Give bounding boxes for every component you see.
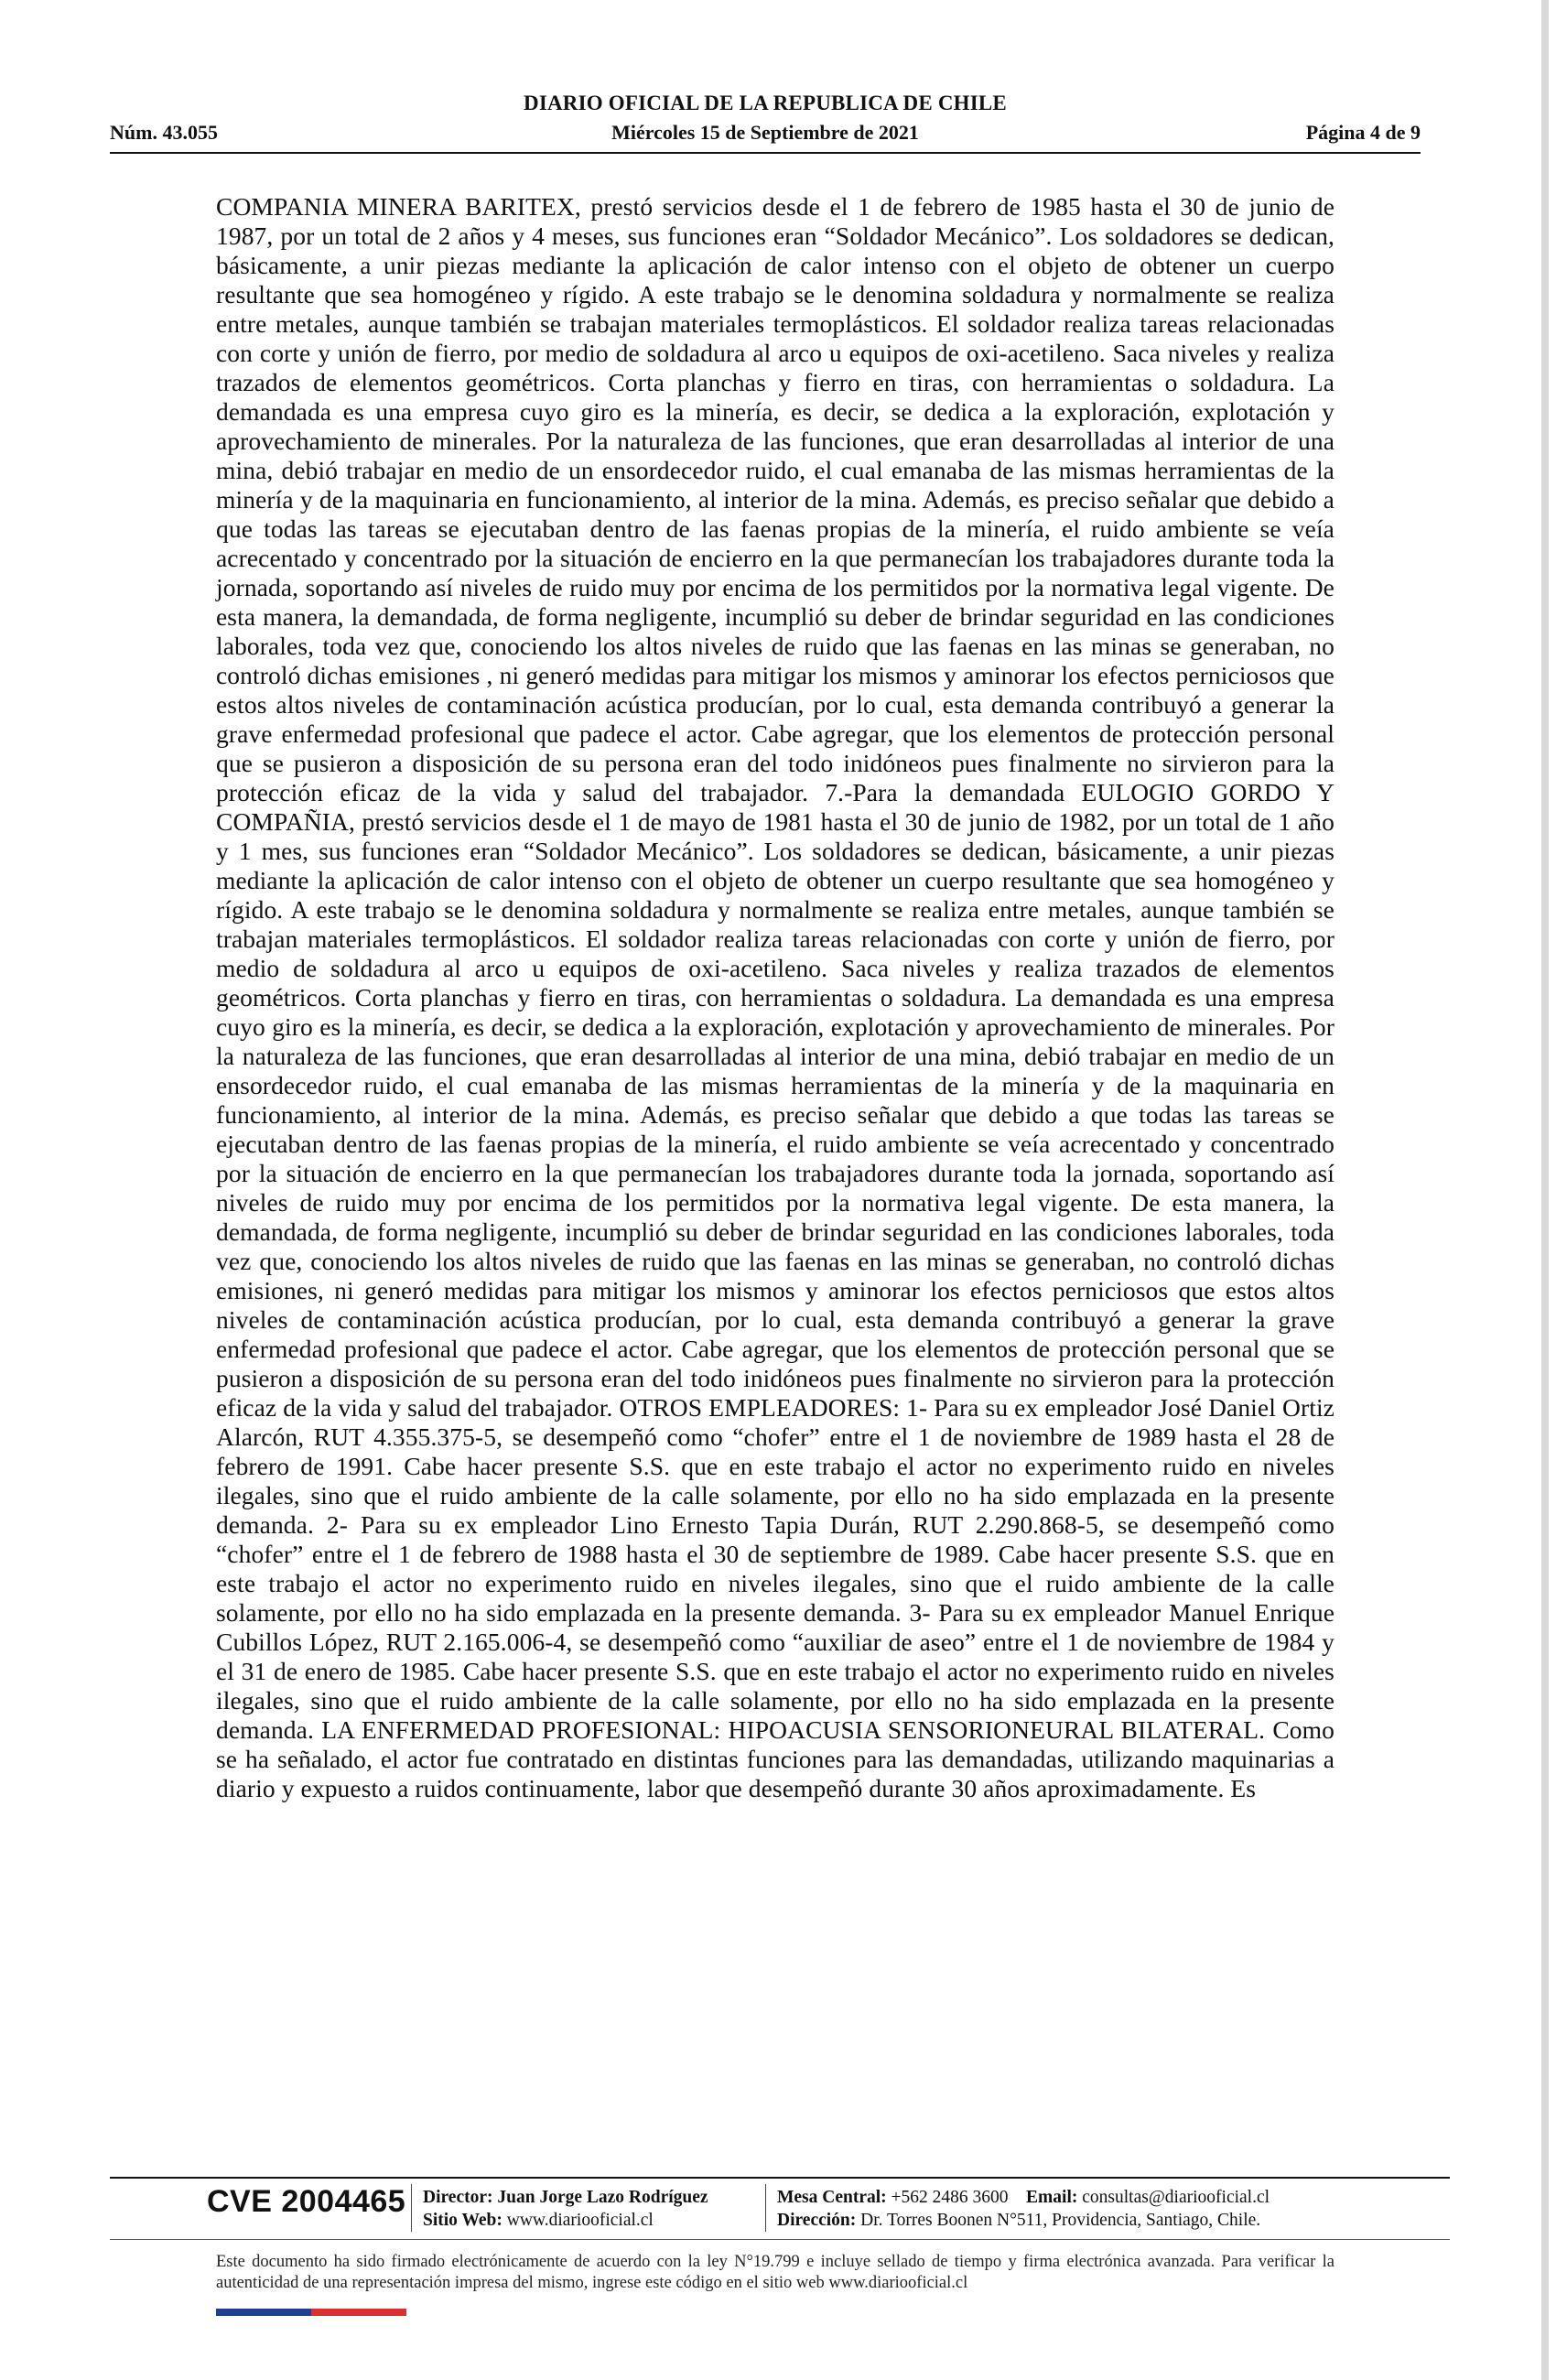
flag-blue-segment <box>216 2309 311 2316</box>
director-name: Juan Jorge Lazo Rodríguez <box>497 2188 708 2207</box>
phone-number: +562 2486 3600 <box>891 2188 1009 2207</box>
address-label: Dirección: <box>777 2211 857 2230</box>
cve-code: CVE 2004465 <box>207 2184 406 2219</box>
document-body <box>216 192 1334 1803</box>
chile-flag-stripe <box>216 2309 406 2316</box>
header-divider <box>110 152 1421 154</box>
footer-separator <box>765 2184 766 2232</box>
footer-contact-block <box>777 2186 1270 2232</box>
footer-divider-lower <box>110 2239 1450 2240</box>
email-label: Email: <box>1026 2188 1078 2207</box>
page-header <box>110 92 1421 146</box>
phone-label: Mesa Central: <box>777 2188 887 2207</box>
page-number: Página 4 de 9 <box>1305 121 1421 144</box>
flag-red-segment <box>311 2309 406 2316</box>
footer-director-block <box>423 2186 708 2232</box>
body-paragraph: COMPANIA MINERA BARITEX, prestó servicios desde el 1 de febrero de 1985 hasta el 30 de junio de 1987, por un total de 2 años y 4 meses, sus funciones eran “Soldador Mecánico”. Los soldadores se dedican, básicamente, a unir piezas mediante la aplicación de calor intenso con el objeto de obtener un cuerpo resultante que sea homogéneo y rígido. A este trabajo se le denomina soldadura y normalmente se realiza entre metales, aunque también se trabajan materiales termoplásticos. El soldador realiza tareas relacionadas con corte y unión de fierro, por medio de soldadura al arco u equipos de oxi-acetileno. Saca niveles y realiza trazados de elementos geométricos. Corta planchas y fierro en tiras, con herramientas o soldadura. La demandada es una empresa cuyo giro es la minería, es decir, se dedica a la exploración, explotación y aprovechamiento de minerales. Por la naturaleza de las funciones, que eran desarrolladas al interior de una mina, debió trabajar en medio de un ensordecedor ruido, el cual emanaba de las mismas herramientas de la minería y de la maquinaria en funcionamiento, al interior de la mina. Además, es preciso señalar que debido a que todas las tareas se ejecutaban dentro de las faenas propias de la minería, el ruido ambiente se veía acrecentado y concentrado por la situación de encierro en la que permanecían los trabajadores durante toda la jornada, soportando así niveles de ruido muy por encima de los permitidos por la normativa legal vigente. De esta manera, la demandada, de forma negligente, incumplió su deber de brindar seguridad en las condiciones laborales, toda vez que, conociendo los altos niveles de ruido que las faenas en las minas se generaban, no controló dichas emisiones , ni generó medidas para mitigar los mismos y aminorar los efectos perniciosos que estos altos niveles de contaminación acústica producían, por lo cual, esta demanda contribuyó a generar la grave enfermedad profesional que padece el actor. Cabe agregar, que los elementos de protección personal que se pusieron a disposición de su persona eran del todo inidóneos pues finalmente no sirvieron para la protección eficaz de la vida y salud del trabajador. 7.-Para la demandada EULOGIO GORDO Y COMPAÑIA, prestó servicios desde el 1 de mayo de 1981 hasta el 30 de junio de 1982, por un total de 1 año y 1 mes, sus funciones eran “Soldador Mecánico”. Los soldadores se dedican, básicamente, a unir piezas mediante la aplicación de calor intenso con el objeto de obtener un cuerpo resultante que sea homogéneo y rígido. A este trabajo se le denomina soldadura y normalmente se realiza entre metales, aunque también se trabajan materiales termoplásticos. El soldador realiza tareas relacionadas con corte y unión de fierro, por medio de soldadura al arco u equipos de oxi-acetileno. Saca niveles y realiza trazados de elementos geométricos. Corta planchas y fierro en tiras, con herramientas o soldadura. La demandada es una empresa cuyo giro es la minería, es decir, se dedica a la exploración, explotación y aprovechamiento de minerales. Por la naturaleza de las funciones, que eran desarrolladas al interior de una mina, debió trabajar en medio de un ensordecedor ruido, el cual emanaba de las mismas herramientas de la minería y de la maquinaria en funcionamiento, al interior de la mina. Además, es preciso señalar que debido a que todas las tareas se ejecutaban dentro de las faenas propias de la minería, el ruido ambiente se veía acrecentado y concentrado por la situación de encierro en la que permanecían los trabajadores durante toda la jornada, soportando así niveles de ruido muy por encima de los permitidos por la normativa legal vigente. De esta manera, la demandada, de forma negligente, incumplió su deber de brindar seguridad en las condiciones laborales, toda vez que, conociendo los altos niveles de ruido que las faenas en las minas se generaban, no controló dichas emisiones, ni generó medidas para mitigar los mismos y aminorar los efectos perniciosos que estos altos niveles de contaminación acústica producían, por lo cual, esta demanda contribuyó a generar la grave enfermedad profesional que padece el actor. Cabe agregar, que los elementos de protección personal que se pusieron a disposición de su persona eran del todo inidóneos pues finalmente no sirvieron para la protección eficaz de la vida y salud del trabajador. OTROS EMPLEADORES: 1- Para su ex empleador José Daniel Ortiz Alarcón, RUT 4.355.375-5, se desempeñó como “chofer” entre el 1 de noviembre de 1989 hasta el 28 de febrero de 1991. Cabe hacer presente S.S. que en este trabajo el actor no experimento ruido en niveles ilegales, sino que el ruido ambiente de la calle solamente, por ello no ha sido emplazada en la presente demanda. 2- Para su ex empleador Lino Ernesto Tapia Durán, RUT 2.290.868-5, se desempeñó como “chofer” entre el 1 de febrero de 1988 hasta el 30 de septiembre de 1989. Cabe hacer presente S.S. que en este trabajo el actor no experimento ruido en niveles ilegales, sino que el ruido ambiente de la calle solamente, por ello no ha sido emplazada en la presente demanda. 3- Para su ex empleador Manuel Enrique Cubillos López, RUT 2.165.006-4, se desempeñó como “auxiliar de aseo” entre el 1 de noviembre de 1984 y el 31 de enero de 1985. Cabe hacer presente S.S. que en este trabajo el actor no experimento ruido en niveles ilegales, sino que el ruido ambiente de la calle solamente, por ello no ha sido emplazada en la presente demanda. LA ENFERMEDAD PROFESIONAL: HIPOACUSIA SENSORIONEURAL BILATERAL. Como se ha señalado, el actor fue contratado en distintas funciones para las demandadas, utilizando maquinarias a diario y expuesto a ruidos continuamente, labor que desempeñó durante 30 años aproximadamente. Es <box>216 192 1334 1802</box>
publication-title: DIARIO OFICIAL DE LA REPUBLICA DE CHILE <box>524 92 1007 114</box>
issue-number: Núm. 43.055 <box>110 121 218 144</box>
footer-divider <box>110 2177 1450 2179</box>
footer-separator <box>411 2184 412 2232</box>
publication-date: Miércoles 15 de Septiembre de 2021 <box>611 121 919 144</box>
website-link[interactable]: www.diariooficial.cl <box>506 2211 654 2230</box>
legal-notice: Este documento ha sido firmado electrónicamente de acuerdo con la ley N°19.799 e incluye sellado de tiempo y firma electrónica avanzada. Para verificar la autenticidad de una representación impresa del mismo, ingrese este código en el sitio web www.diariooficial.cl <box>216 2253 1334 2292</box>
website-label: Sitio Web: <box>423 2211 502 2230</box>
email-link[interactable]: consultas@diariooficial.cl <box>1082 2188 1270 2207</box>
address-value: Dr. Torres Boonen N°511, Providencia, Santiago, Chile. <box>860 2211 1261 2230</box>
director-label: Director: <box>423 2188 493 2207</box>
